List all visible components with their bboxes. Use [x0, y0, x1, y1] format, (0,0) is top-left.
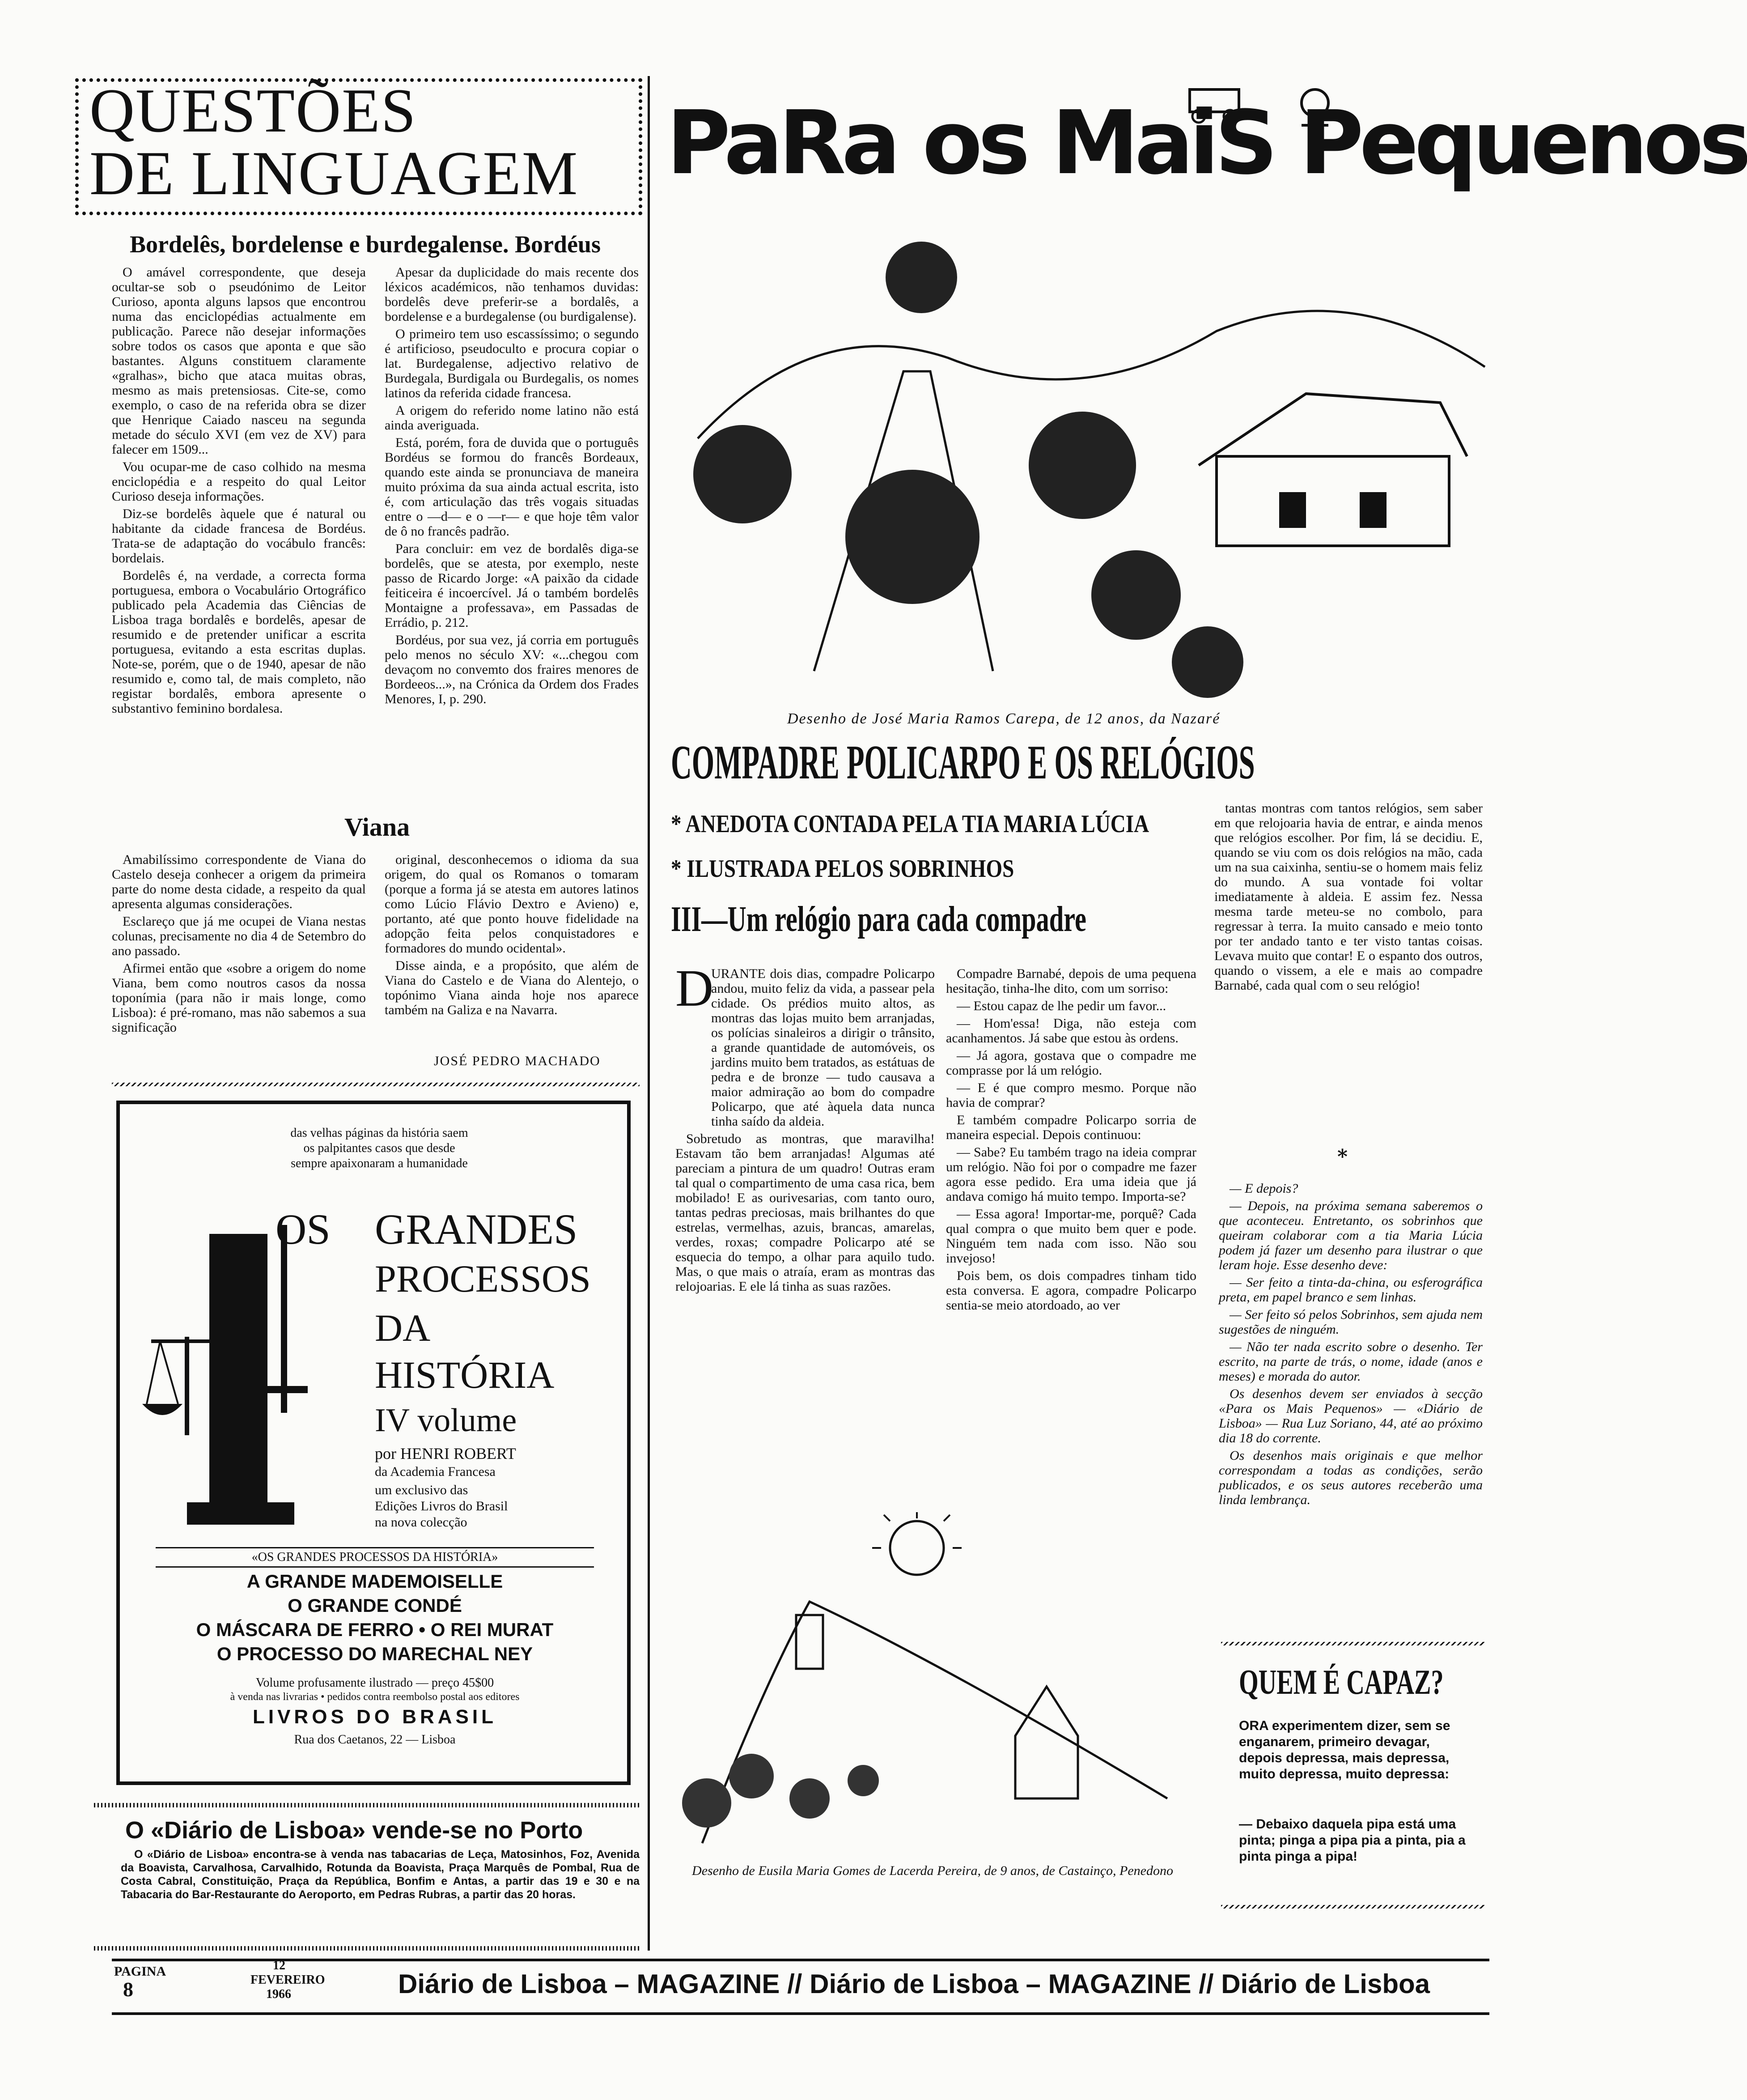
- drawing-landscape-icon: [680, 224, 1489, 684]
- ad-exclusive: um exclusivo das Edições Livros do Brasil na nova colecção: [375, 1483, 508, 1530]
- ad-title-processos: PROCESSOS: [375, 1257, 591, 1300]
- ad-author-detail: da Academia Francesa: [375, 1464, 496, 1479]
- ad-collection: «OS GRANDES PROCESSOS DA HISTÓRIA»: [156, 1547, 594, 1568]
- linguagem-bottom-rule: [112, 1083, 640, 1086]
- porto-bottom-rule: [94, 1946, 640, 1951]
- linguagem-title-1: QUESTÕES: [89, 76, 417, 145]
- ad-title-grandes: GRANDES: [375, 1205, 578, 1253]
- linguagem-title-2: DE LINGUAGEM: [89, 139, 579, 208]
- quem-head: QUEM É CAPAZ?: [1239, 1662, 1444, 1701]
- section-star: *: [1337, 1145, 1348, 1168]
- dropcap: D: [675, 959, 714, 1017]
- quem-top-rule: [1221, 1642, 1485, 1645]
- story-col2: Compadre Barnabé, depois de uma pequena hesitação, tinha-lhe dito, com um sorriso: — Estou capaz de lhe pedir um favor... — Hom'essa! Diga, não esteja com acanhamentos. Já sabe que estou às ordens. — Já agora, gostava que o compadre me comprasse por lá um relógio. — E é que compro mesmo. Porque não havia de comprar? E também compadre Policarpo sorria de maneira especial. Depois continuou: — Sabe? Eu também trago na ideia comprar um relógio. Não foi por o compadre me fazer agora esse pedido. Era uma ideia que já andava comigo há muito tempo. Importa-se? — Essa agora! Importar-me, porquê? Cada qual compra o que muito bem quer e pode. Ninguém tem nada com isso. Não sou invejoso! Pois bem, os dois compadres tinham tido esta conversa. E agora, compadre Policarpo sentia-se meio atordoado, ao ver: [946, 966, 1196, 1313]
- ad-tagline: das velhas páginas da história saem os palpitantes casos que desde sempre apaixonaram a humanidade: [290, 1126, 468, 1170]
- ad-address: Rua dos Caetanos, 22 — Lisboa: [294, 1733, 456, 1747]
- viana-col1: Amabilíssimo correspondente de Viana do Castelo deseja conhecer a origem da primeira parte do nome desta cidade, a respeito da qual apresenta algumas considerações. Esclareço que já me ocupei de Viana nestas colunas, precisamente no dia 4 de Setembro do ano passado. Afirmei então que «sobre a origem do nome Viana, bem como noutros casos da nossa toponímia (para não ir mais longe, como Lisboa): é pré-romano, mas não sabemos a sua significação: [112, 852, 366, 1035]
- footer-page-number: 8: [123, 1978, 133, 2001]
- story-col1: URANTE dois dias, compadre Policarpo andou, muito feliz da vida, a passear pela cidade. Os prédios muito altos, as montras das lojas muito bem arranjadas, os polícias sinaleiros a dirigir o trânsito, a grande quantidade de automóveis, os jardins muito bem tratados, as estátuas de pedra e de bronze — tudo causava a maior admiração ao bom do compadre Policarpo, que até àquela data nunca tinha saído da aldeia. Sobretudo as montras, que maravilha! Estavam tão bem arranjadas! Algumas até pareciam a pintura de um quadro! Outras eram tal qual o compartimento de uma casa rica, bem mobilado! E as ourivesarias, com tanto ouro, tantas pedras preciosas, mais brilhantes do que estrelas, vermelhas, azuis, brancas, amarelas, verdes, roxas; compadre Policarpo até se esquecia do tempo, a olhar para aquilo tudo. Mas, o que mais o atraía, eram as montras das relojoarias. E ele lá tinha as suas razões.: [675, 966, 935, 1294]
- ad-title-da: DA: [375, 1306, 431, 1349]
- ad-title-historia: HISTÓRIA: [375, 1353, 555, 1396]
- masthead-doodle-icon: [1181, 72, 1369, 161]
- quem-phrase: — Debaixo daquela pipa está uma pinta; pinga a pipa pia a pinta, pia a pinta pinga a pipa!: [1239, 1817, 1466, 1864]
- ad-title-os: OS: [276, 1205, 331, 1253]
- justice-figure-icon: [142, 1216, 339, 1529]
- footer-month: FEVEREIRO: [250, 1973, 325, 1987]
- footer-page-label: PAGINA: [114, 1964, 166, 1979]
- footer-banner: Diário de Lisboa – MAGAZINE // Diário de Lisboa – MAGAZINE // Diário de Lisboa: [398, 1969, 1430, 1999]
- drawing-windmill-icon: [675, 1512, 1190, 1861]
- linguagem-subhead: Bordelês, bordelense e burdegalense. Bordéus: [130, 231, 601, 258]
- caption-drawing-2: Desenho de Eusila Maria Gomes de Lacerda Pereira, de 9 anos, de Castainço, Penedono: [692, 1863, 1173, 1878]
- ad-price: Volume profusamente ilustrado — preço 45$00: [255, 1676, 494, 1690]
- footer-top-rule: [112, 1959, 1489, 1961]
- story-chapter: III—Um relógio para cada compadre: [671, 900, 1086, 939]
- kids-masthead: PaRa os MaiS Pequenos: [666, 92, 1747, 194]
- porto-top-rule: [94, 1803, 640, 1807]
- porto-head: O «Diário de Lisboa» vende-se no Porto: [125, 1817, 583, 1844]
- linguagem-col2: Apesar da duplicidade do mais recente dos léxicos académicos, não tenhamos duvidas: bordelês deve preferir-se a bordalês, a bordelense e a burdegalense (ou burdigalense). O primeiro tem uso escassíssimo; o segundo é artificioso, pseudoculto e procura copiar o lat. Burdegalense, adjectivo relativo de Burdegala, Burdigala ou Burdegalis, os nomes latinos da referida cidade francesa. A origem do referido nome latino não está ainda averiguada. Está, porém, fora de duvida que o português Bordéus se formou do francês Bordeaux, quando este ainda se pronunciava de maneira muito próxima da sua ainda actual escrita, isto é, com articulação das três vogais situadas entre o —d— e o —r— e que hoje têm valor de ô no francês padrão. Para concluir: em vez de bordalês diga-se bordelês, que se atesta, por exemplo, neste passo de Ricardo Jorge: «A paixão da cidade feiticeira é incoercível. Já o também bordelês Montaigne a professava», em Passadas de Errádio, p. 212. Bordéus, por sua vez, já corria em português pelo menos no século XV: «...chegou com devaçom no convemto dos fraires menores de Bordeeos...», na Crónica da Ordem dos Frades Menores, I, p. 290.: [385, 265, 639, 706]
- ad-title-list: A GRANDE MADEMOISELLE O GRANDE CONDÉ O MÁSCARA DE FERRO • O REI MURAT O PROCESSO DO MARECHAL NEY: [196, 1571, 554, 1664]
- ad-box: [116, 1101, 631, 1785]
- column-divider: [648, 76, 650, 1951]
- ad-author: por HENRI ROBERT: [375, 1445, 516, 1462]
- porto-body: O «Diário de Lisboa» encontra-se à venda nas tabacarias de Leça, Matosinhos, Foz, Avenida da Boavista, Carvalhosa, Carvalhido, Rotunda da Boavista, Praça Marquês de Pombal, Rua de Costa Cabral, Constituição, Praça da República, Bonfim e Antas, a partir das 19 e 30 e na Tabacaria do Bar-Restaurante do Aeroporto, em Pedras Rubras, a partir das 20 horas.: [121, 1848, 640, 1901]
- signature: JOSÉ PEDRO MACHADO: [434, 1054, 601, 1068]
- quem-body: ORA experimentem dizer, sem se enganarem, primeiro devagar, depois depressa, mais depressa, muito depressa, muito depressa:: [1239, 1718, 1450, 1781]
- caption-drawing-1: Desenho de José Maria Ramos Carepa, de 12 anos, da Nazaré: [787, 710, 1221, 727]
- story-headline: COMPADRE POLICARPO E OS RELÓGIOS: [671, 736, 1255, 789]
- footer-bottom-rule: [112, 2012, 1489, 2015]
- story-sub-1: * ANEDOTA CONTADA PELA TIA MARIA LÚCIA: [671, 810, 1149, 838]
- next-week: — E depois? — Depois, na próxima semana saberemos o que aconteceu. Entretanto, os sobrinhos que queiram colaborar com a tia Maria Lúcia podem já fazer um desenho para ilustrar o que leram hoje. Esse desenho deve: — Ser feito a tinta-da-china, ou esferográfica preta, em papel branco e sem linhas. — Ser feito só pelos Sobrinhos, sem ajuda nem sugestões de ninguém. — Não ter nada escrito sobre o desenho. Ter escrito, na parte de trás, o nome, idade (anos e meses) e morada do autor. Os desenhos devem ser enviados à secção «Para os Mais Pequenos» — «Diário de Lisboa» — Rua Luz Soriano, 44, até ao próximo dia 18 do corrente. Os desenhos mais originais e que melhor correspondam a todas as condições, serão publicados, e os seus autores receberão uma linda lembrança.: [1219, 1181, 1483, 1507]
- ad-volume: IV volume: [375, 1402, 517, 1439]
- viana-head: Viana: [344, 812, 410, 842]
- ad-publisher: LIVROS DO BRASIL: [252, 1706, 497, 1728]
- quem-bottom-rule: [1221, 1905, 1485, 1909]
- footer-year: 1966: [266, 1987, 291, 2001]
- footer-day: 12: [273, 1959, 285, 1972]
- story-sub-2: * ILUSTRADA PELOS SOBRINHOS: [671, 855, 1014, 883]
- story-col3: tantas montras com tantos relógios, sem saber em que relojoaria havia de entrar, e ainda menos que relógios escolher. Por fim, lá se decidiu. E, quando se viu com os dois relógios na mão, cada um na sua caixinha, sentiu-se o homem mais feliz do mundo. A sua vontade foi voltar imediatamente à aldeia. E assim fez. Nessa mesma tarde meteu-se no combolo, para regressar à terra. Ia muito cansado e meio tonto por ter andado tanto e ter visto tantas coisas. Levava muito que contar! E o espanto dos outros, quando o vissem, a ele e mais ao compadre Barnabé, cada qual com o seu relógio!: [1214, 801, 1483, 993]
- linguagem-col1: O amável correspondente, que deseja ocultar-se sob o pseudónimo de Leitor Curioso, aponta alguns lapsos que encontrou numa das enciclopédias actualmente em publicação. Parece não desejar informações sobre todos os casos que aponta e que são bastantes. Alguns constituem claramente «gralhas», bicho que ataca muitas obras, mesmo as mais pretensiosas. Cite-se, como exemplo, o caso de na referida obra se dizer que Henrique Caiado nasceu na segunda metade do século XVI (em vez de XV) para falecer em 1509... Vou ocupar-me de caso colhido na mesma enciclopédia e a respeito do qual Leitor Curioso deseja informações. Diz-se bordelês àquele que é natural ou habitante da cidade francesa de Bordéus. Trata-se de adaptação do vocábulo francês: bordelais. Bordelês é, na verdade, a correcta forma portuguesa, embora o Vocabulário Ortográfico publicado pela Academia das Ciências de Lisboa traga bordalês e bordelês, apesar de resumido e de pretender unificar a escrita portuguesa, evitando a esta escritas duplas. Note-se, porém, que o de 1940, apesar de não resumido e, como tal, de mais completo, não registar bordalês, embora apresente o substantivo feminino bordalesa.: [112, 265, 366, 716]
- ad-sale: à venda nas livrarias • pedidos contra reembolso postal aos editores: [230, 1691, 520, 1703]
- viana-col2: original, desconhecemos o idioma da sua origem, do qual os Romanos o tomaram (porque a forma já se atesta em autores latinos como Lúcio Flávio Dextro e Avieno) e, portanto, até que ponto houve fidelidade na adopção feita pelos conquistadores e formadores do mundo ocidental». Disse ainda, e a propósito, que além de Viana do Castelo e de Viana do Alentejo, o topónimo Viana ainda hoje nos aparece também na Galiza e na Navarra.: [385, 852, 639, 1017]
